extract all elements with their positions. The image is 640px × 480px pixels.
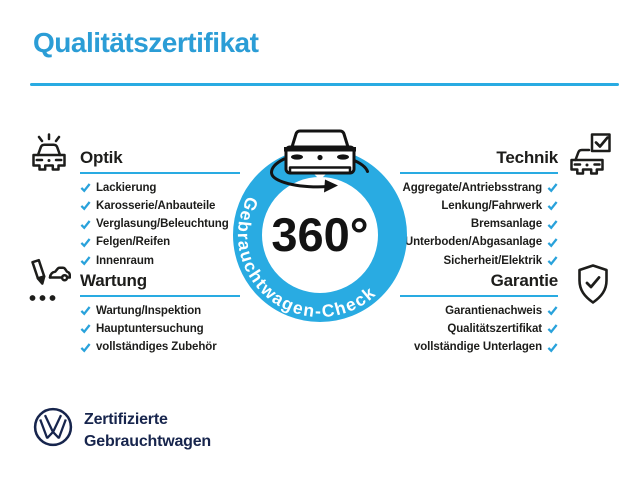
checklist-item: Qualitätszertifikat [400,320,558,338]
footer-brand-text [84,409,211,453]
section-title-optik: Optik [80,149,240,174]
check-icon [80,182,91,193]
shield-check-icon [577,263,609,310]
checklist-item: Wartung/Inspektion [80,302,240,320]
pencil-car-checklist-icon [23,256,71,309]
badge-ring-label: Gebrauchtwagen-Check [233,193,380,322]
check-icon [547,323,558,334]
check-icon [547,200,558,211]
check-icon [80,219,91,230]
check-icon [547,255,558,266]
checklist-item: Verglasung/Beleuchtung [80,215,240,233]
check-icon [547,182,558,193]
check-icon [547,237,558,248]
checklist-item: Lackierung [80,179,240,197]
checklist-item: Sicherheit/Elektrik [400,251,558,269]
checklist-item: Bremsanlage [400,215,558,233]
check-icon [80,323,91,334]
car-checkbox-icon [567,131,613,182]
checklist-wartung [80,302,240,357]
checklist-item: vollständige Unterlagen [400,338,558,356]
page-title: Qualitätszertifikat [33,27,259,58]
section-title-wartung: Wartung [80,272,240,297]
check-icon [80,255,91,266]
checklist-optik [80,179,240,270]
section-title-garantie: Garantie [400,272,558,297]
checklist-item: Garantienachweis [400,302,558,320]
360-check-badge [230,122,410,326]
checklist-item: Lenkung/Fahrwerk [400,197,558,215]
check-icon [80,237,91,248]
check-icon [80,305,91,316]
footer-brand-line1: Zertifizierte [84,411,168,428]
check-icon [80,342,91,353]
section-optik [80,149,240,270]
check-icon [80,200,91,211]
checklist-item: Innenraum [80,251,240,269]
checklist-technik [400,179,558,270]
section-wartung [80,272,240,356]
check-icon [547,219,558,230]
badge-degree-label: 360° [271,208,369,261]
check-icon [547,305,558,316]
car-sparkle-icon [26,131,72,182]
check-icon [547,342,558,353]
checklist-item: vollständiges Zubehör [80,338,240,356]
checklist-item: Aggregate/Antriebsstrang [400,179,558,197]
section-title-technik: Technik [400,149,558,174]
checklist-item: Hauptuntersuchung [80,320,240,338]
title-divider [30,83,619,86]
checklist-item: Felgen/Reifen [80,233,240,251]
section-garantie [400,272,558,356]
section-technik [400,149,558,270]
vw-logo-icon [32,406,74,453]
checklist-garantie [400,302,558,357]
footer-brand-line2: Gebrauchtwagen [84,433,212,450]
checklist-item: Unterboden/Abgasanlage [400,233,558,251]
checklist-item: Karosserie/Anbauteile [80,197,240,215]
